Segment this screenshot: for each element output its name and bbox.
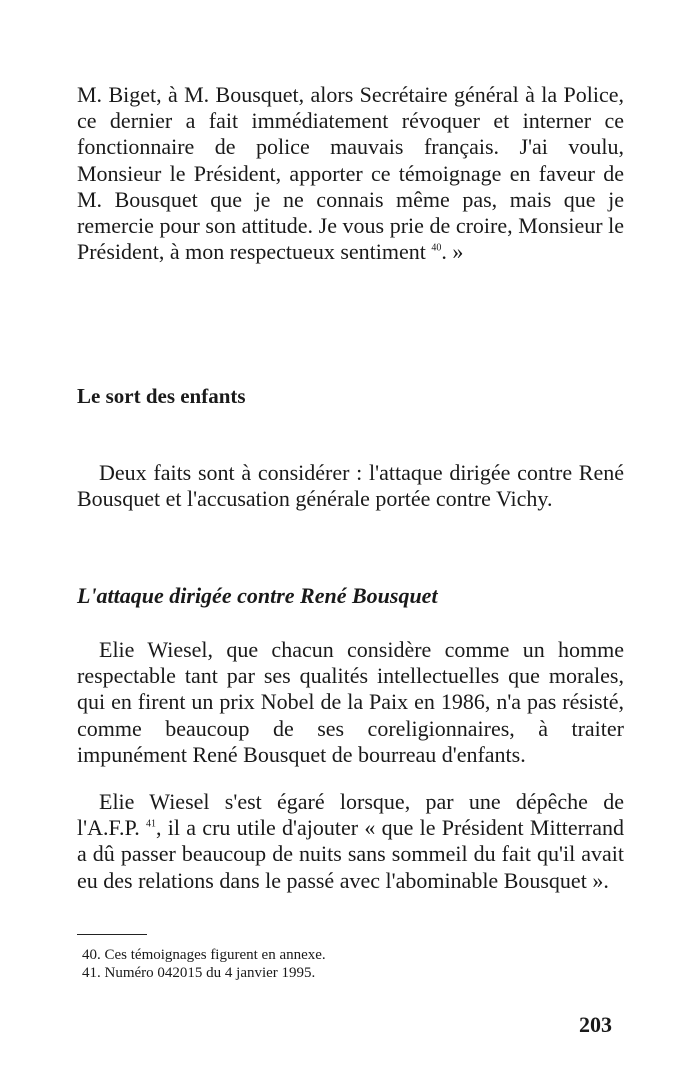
paragraph-wiesel-2-text: Elie Wiesel s'est égaré lorsque, par une dépêche de l'A.F.P. (77, 789, 624, 841)
subsection-heading: L'attaque dirigée contre René Bousquet (77, 583, 438, 608)
paragraph-wiesel-2-rest: , il a cru utile d'ajouter « que le Président Mitterrand a dû passer beaucoup de nuits sans sommeil du fait qu'il avait eu des relations dans le passé avec l'abominable Bousquet ». (77, 815, 625, 893)
footnote-ref-41: 41 (146, 818, 157, 830)
paragraph-two-facts: Deux faits sont à considérer : l'attaque dirigée contre René Bousquet et l'accusation générale portée contre Vichy. (77, 460, 624, 512)
footnote-ref-40: 40 (431, 242, 442, 254)
footnotes (82, 946, 326, 982)
paragraph-letter-end-close: . » (441, 239, 464, 265)
footnote-41: 41. Numéro 042015 du 4 janvier 1995. (82, 965, 316, 981)
paragraph-wiesel-1: Elie Wiesel, que chacun considère comme un homme respectable tant par ses qualités intellectuelles que morales, qui en firent un prix Nobel de la Paix en 1986, n'a pas résisté, comme beaucoup de ses coreligionnaires, à traiter impunément René Bousquet de bourreau d'enfants. (77, 637, 624, 767)
paragraph-letter-end (77, 82, 624, 265)
footnote-divider (77, 934, 147, 935)
footnote-40: 40. Ces témoignages figurent en annexe. (82, 947, 326, 963)
section-heading: Le sort des enfants (77, 384, 246, 408)
paragraph-letter-end-text: M. Biget, à M. Bousquet, alors Secrétaire général à la Police, ce dernier a fait immédiatement révoquer et interner ce fonctionnaire de police mauvais français. J'ai voulu, Monsieur le Président, apporter ce témoignage en faveur de M. Bousquet que je ne connais même pas, mais que je remercie pour son attitude. Je vous prie de croire, Monsieur le Président, à mon respectueux sentiment (77, 82, 624, 265)
paragraph-wiesel-2 (77, 789, 624, 894)
page-number: 203 (579, 1012, 612, 1037)
